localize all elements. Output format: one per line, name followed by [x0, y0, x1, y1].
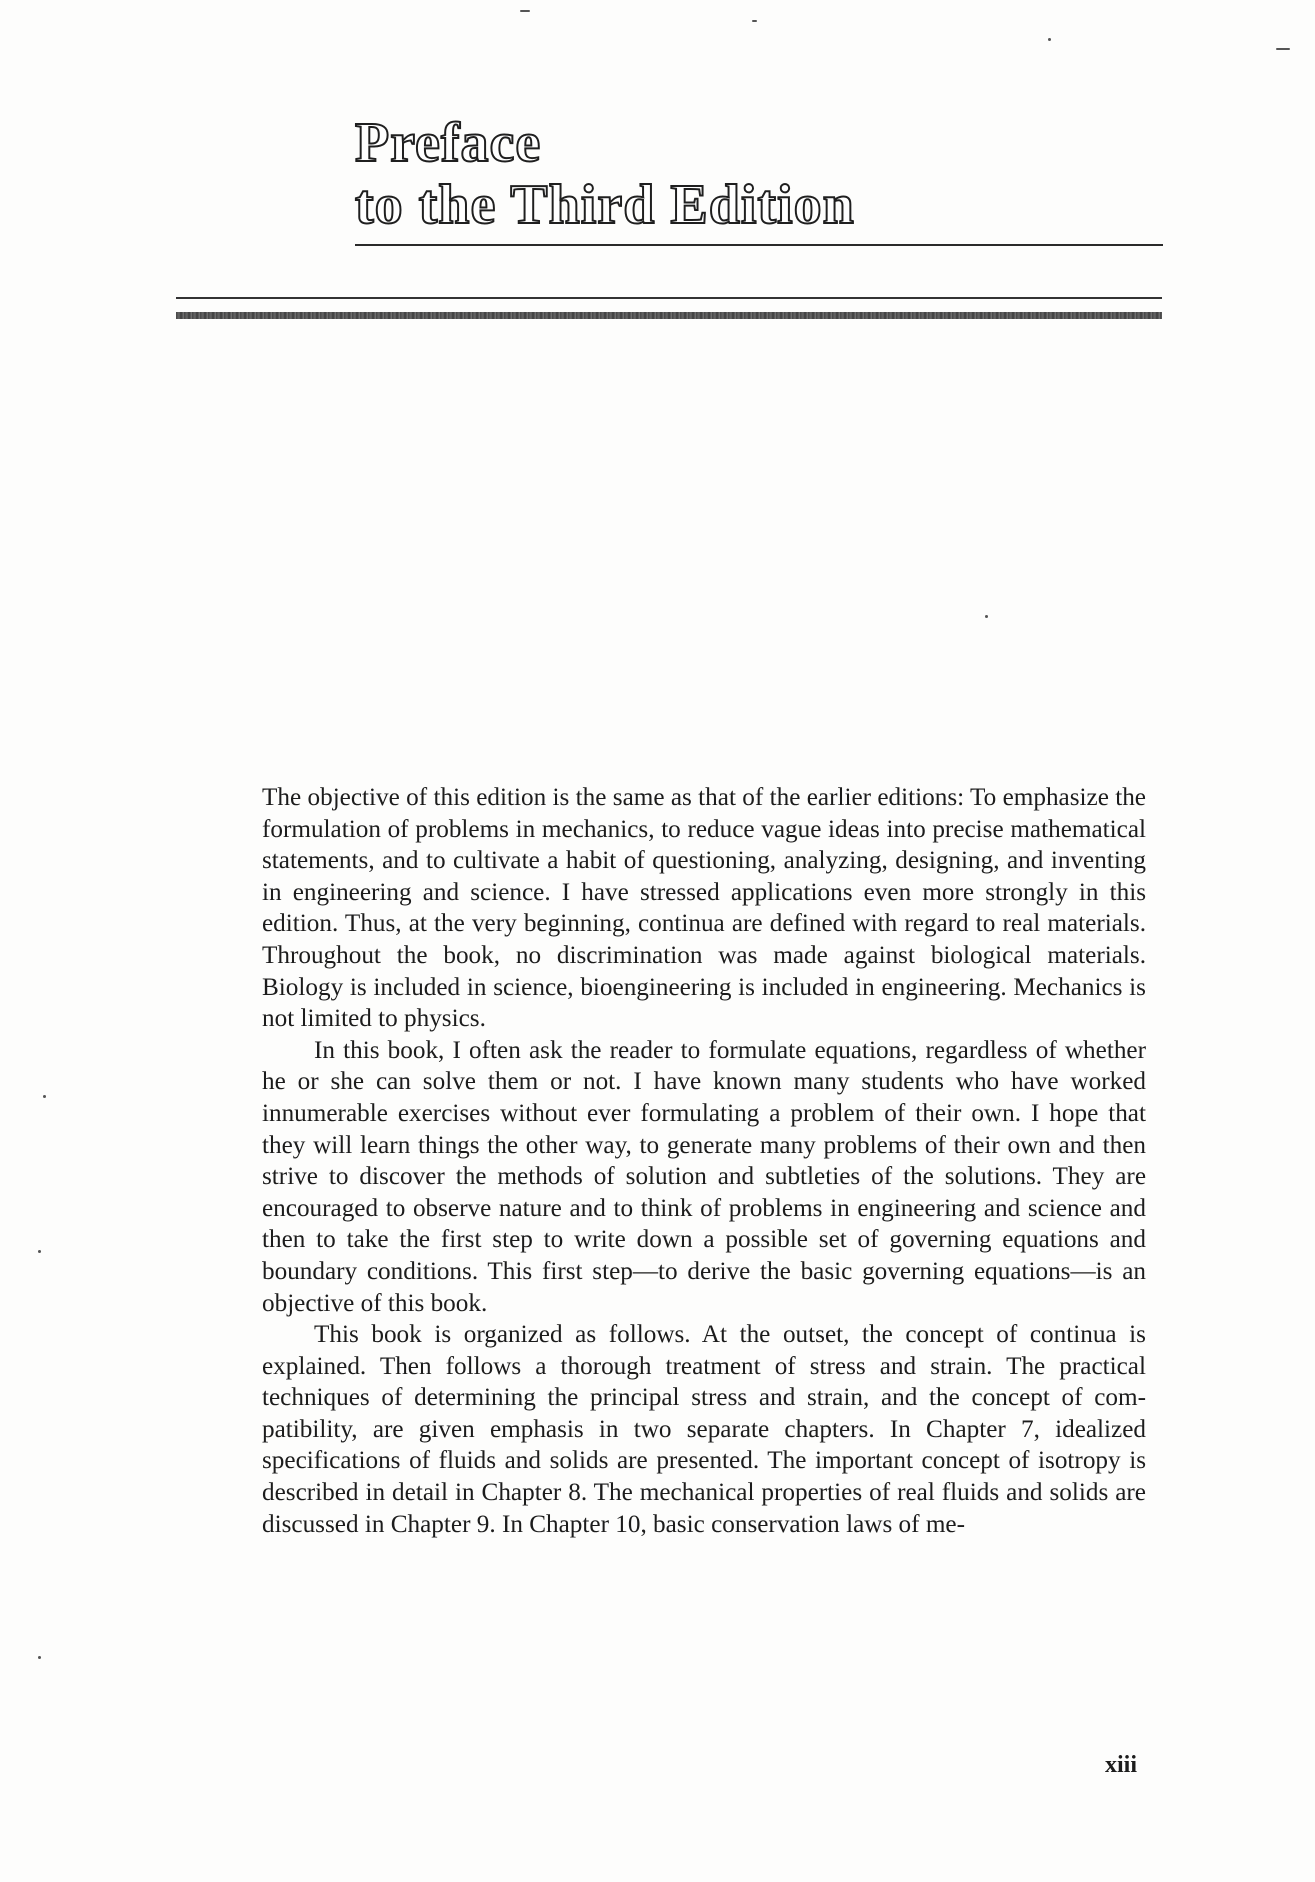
scan-speck: [752, 20, 757, 22]
section-rule-thick: [176, 312, 1162, 319]
scan-speck: [1048, 38, 1051, 41]
chapter-title: [355, 112, 1155, 236]
title-line-2: to the Third Edition: [355, 174, 855, 236]
paragraph-2: In this book, I often ask the reader to formulate equations, regardless of whether he or she can solve them or not. I have known many students who have worked innumerable exercises without ever formulating a problem of their own. I hope that they will learn things the other way, to generate many problems of their own and then strive to discover the methods of solution and subtleties of the solutions. They are encouraged to observe nature and to think of problems in engineering and science and then to take the first step to write down a possible set of governing equations and boundary conditions. This first step—to derive the basic governing equations—is an objective of this book.: [262, 1036, 1146, 1317]
scan-speck: [1276, 48, 1290, 50]
paragraph-3: This book is organized as follows. At the outset, the concept of continua is explained. Then follows a thorough treatment of stress and strain. The practical techniques of determining the principal stress and strain, and the concept of compatibility, are given emphasis in two separate chapters. In Chapter 7, idealized specifications of fluids and solids are presented. The important concept of isotropy is described in detail in Chapter 8. The mechanical properties of real fluids and solids are discussed in Chapter 9. In Chapter 10, basic conservation laws of me-: [262, 1321, 1146, 1538]
paragraph-1: The objective of this edition is the same as that of the earlier editions: To emphasize the formulation of problems in mechanics, to reduce vague ideas into precise mathematical statements, and to cultivate a habit of questioning, analyzing, designing, and inventing in engineering and science. I have stressed applications even more strongly in this edition. Thus, at the very beginning, continua are defined with regard to real materials. Throughout the book, no discrimination was made against biological materials. Biology is included in science, bioengineering is included in engineering. Mechanics is not limited to physics.: [262, 784, 1146, 1033]
scan-speck: [38, 1656, 41, 1659]
scan-speck: [985, 615, 988, 618]
section-rule-thin: [176, 297, 1162, 299]
title-line-1: Preface: [355, 112, 542, 174]
title-underline: [355, 244, 1163, 246]
body-text: [262, 782, 1146, 1540]
scan-speck: [520, 10, 530, 12]
scan-speck: [43, 1095, 46, 1098]
page-number: xiii: [1105, 1752, 1138, 1778]
scan-speck: [38, 1250, 41, 1253]
